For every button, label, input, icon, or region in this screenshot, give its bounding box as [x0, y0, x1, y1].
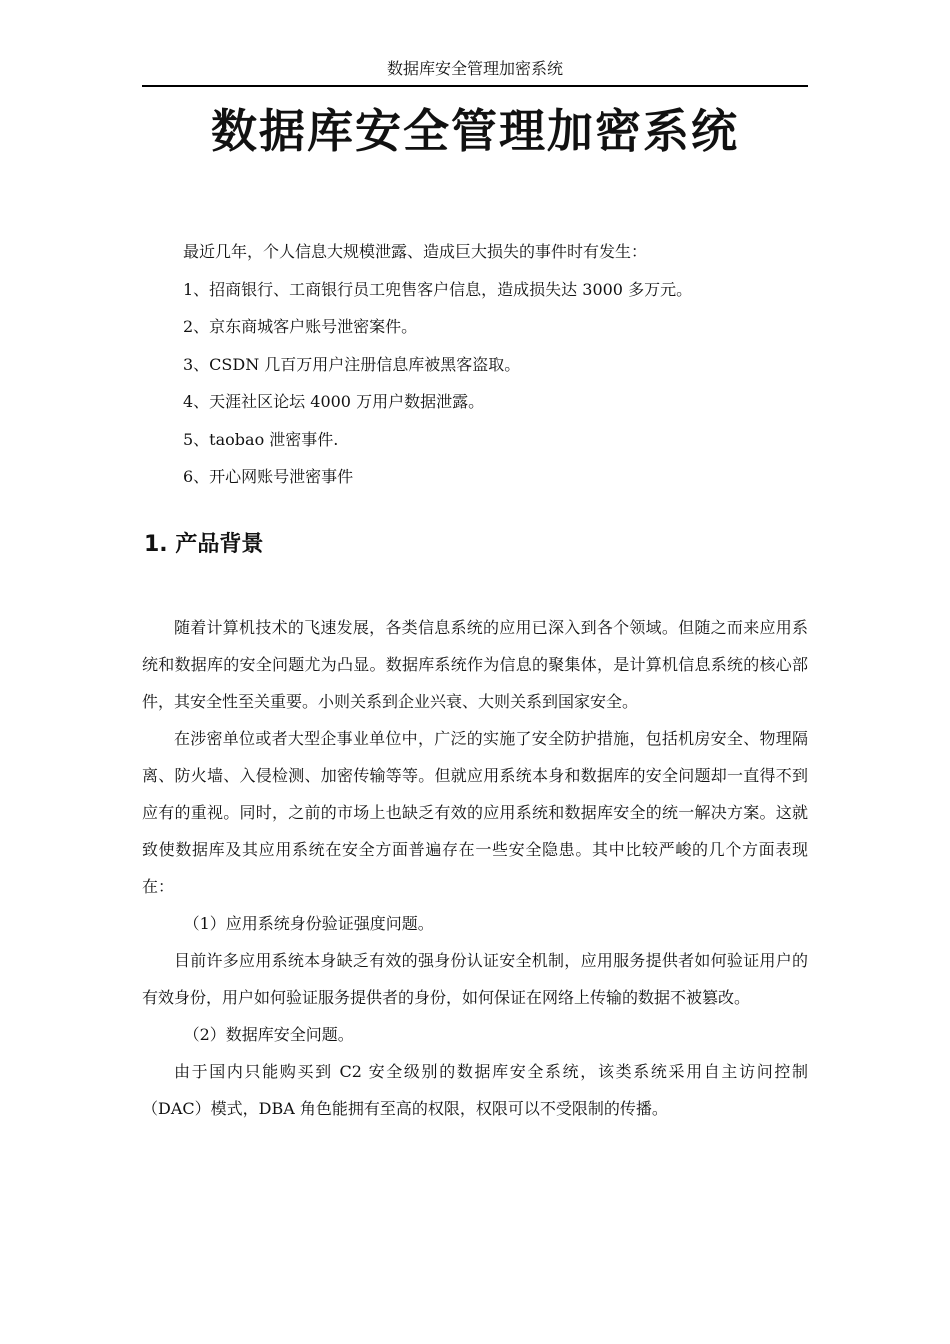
body-paragraph: 在涉密单位或者大型企事业单位中，广泛的实施了安全防护措施，包括机房安全、物理隔离、防火墙、入侵检测、加密传输等等。但就应用系统本身和数据库的安全问题却一直得不到应有的重视。同时，之前的市场上也缺乏有效的应用系统和数据库安全的统一解决方案。这就致使数据库及其应用系统在安全方面普遍存在一些安全隐患。其中比较严峻的几个方面表现在： [142, 729, 808, 896]
body-paragraph: 目前许多应用系统本身缺乏有效的强身份认证安全机制，应用服务提供者如何验证用户的有效身份，用户如何验证服务提供者的身份，如何保证在网络上传输的数据不被篡改。 [142, 951, 808, 1007]
running-header: 数据库安全管理加密系统 [386, 59, 563, 78]
document-title: 数据库安全管理加密系统 [211, 104, 739, 158]
intro-list-item: 1、招商银行、工商银行员工兜售客户信息，造成损失达 3000 多万元。 [183, 279, 693, 299]
section-heading-product-background: 1. 产品背景 [144, 532, 264, 557]
body-paragraph: 由于国内只能购买到 C2 安全级别的数据库安全系统，该类系统采用自主访问控制（DAC）模式，DBA 角色能拥有至高的权限，权限可以不受限制的传播。 [142, 1062, 808, 1118]
intro-list-item: 5、taobao 泄密事件. [183, 429, 339, 449]
body-paragraph: 随着计算机技术的飞速发展，各类信息系统的应用已深入到各个领域。但随之而来应用系统和数据库的安全问题尤为凸显。数据库系统作为信息的聚集体，是计算机信息系统的核心部件，其安全性至关重要。小则关系到企业兴衰、大则关系到国家安全。 [142, 618, 808, 711]
intro-list-item: 3、CSDN 几百万用户注册信息库被黑客盗取。 [183, 354, 521, 374]
header-rule [142, 85, 808, 87]
intro-list-item: 6、开心网账号泄密事件 [183, 467, 354, 486]
subsection-label: （1）应用系统身份验证强度问题。 [183, 914, 434, 933]
intro-lead-line: 最近几年，个人信息大规模泄露、造成巨大损失的事件时有发生： [183, 242, 648, 261]
intro-list-item: 2、京东商城客户账号泄密案件。 [183, 317, 418, 336]
intro-list [183, 233, 808, 496]
section-body [142, 609, 808, 1127]
subsection-label: （2）数据库安全问题。 [183, 1025, 354, 1044]
intro-list-item: 4、天涯社区论坛 4000 万用户数据泄露。 [183, 392, 485, 411]
